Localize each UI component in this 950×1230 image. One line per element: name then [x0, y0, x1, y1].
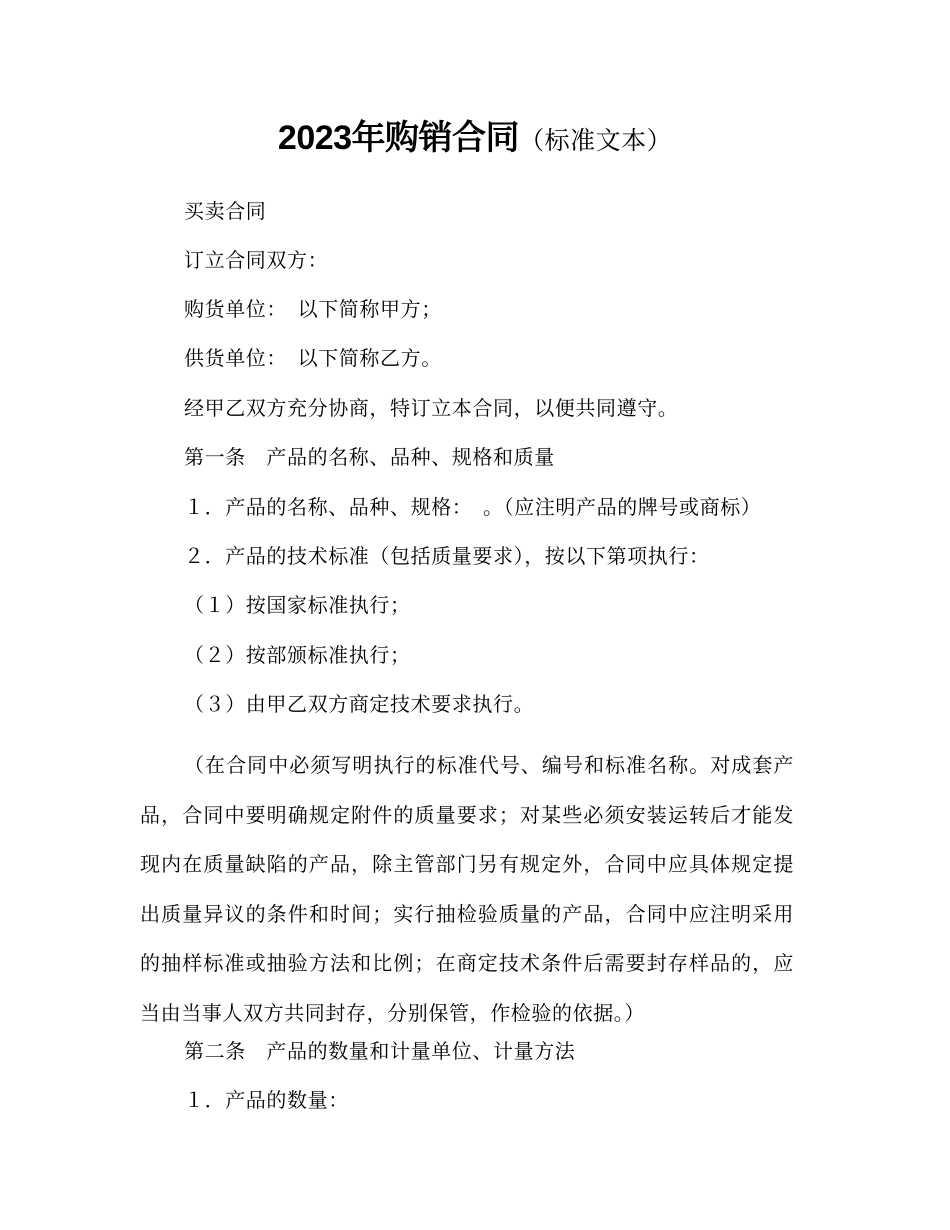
title-subtitle: （标准文本）	[519, 126, 673, 155]
standard-option-1: （１）按国家标准执行；	[184, 593, 411, 617]
document-title	[0, 112, 950, 171]
contract-type-heading: 买卖合同	[184, 199, 267, 223]
article-two-item-1: １．产品的数量：	[184, 1088, 349, 1112]
standard-option-3: （３）由甲乙双方商定技术要求执行。	[184, 692, 535, 716]
article-one-item-2: ２．产品的技术标准（包括质量要求），按以下第项执行：	[184, 544, 710, 568]
quality-note-paragraph: （在合同中必须写明执行的标准代号、编号和标准名称。对成套产品，合同中要明确规定附件的质量要求；对某些必须安装运转后才能发现内在质量缺陷的产品，除主管部门另有规定外，合同中应具体规定提出质量异议的条件和时间；实行抽检验质量的产品，合同中应注明采用的抽样标准或抽验方法和比例；在商定技术条件后需要封存样品的，应当由当事人双方共同封存，分别保管，作检验的依据。）	[140, 753, 794, 1025]
article-one-item-1: １．产品的名称、品种、规格： 。（应注明产品的牌号或商标）	[184, 495, 762, 519]
parties-label: 订立合同双方：	[184, 248, 329, 272]
standard-option-2: （２）按部颁标准执行；	[184, 643, 411, 667]
title-main: 2023年购销合同	[277, 119, 520, 157]
article-two-heading: 第二条 产品的数量和计量单位、计量方法	[184, 1039, 576, 1063]
supplier-line: 供货单位： 以下简称乙方。	[184, 346, 442, 370]
agreement-statement: 经甲乙双方充分协商，特订立本合同，以便共同遵守。	[184, 396, 679, 420]
buyer-line: 购货单位： 以下简称甲方；	[184, 297, 442, 321]
article-one-heading: 第一条 产品的名称、品种、规格和质量	[184, 445, 555, 469]
